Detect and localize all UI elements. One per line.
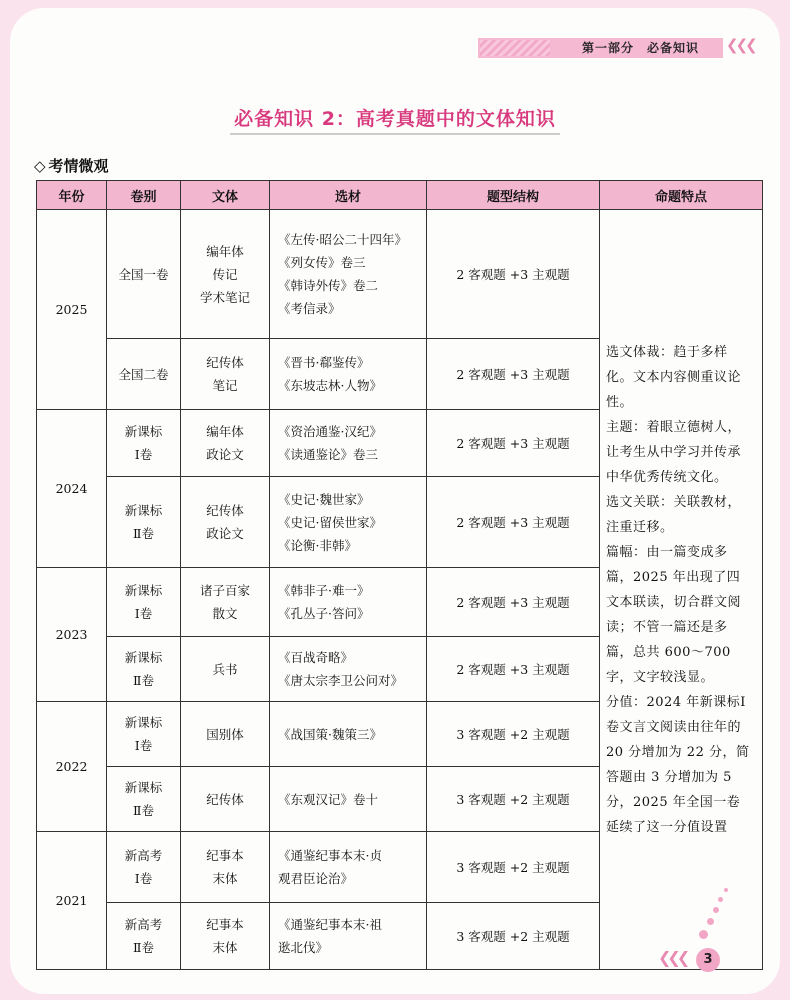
structure-cell: 2 客观题 +3 主观题 xyxy=(427,637,600,702)
style-cell: 诸子百家 散文 xyxy=(181,568,270,637)
paper-cell: 全国一卷 xyxy=(107,210,181,339)
exam-table xyxy=(36,180,763,970)
structure-cell: 2 客观题 +3 主观题 xyxy=(427,339,600,410)
features-cell: 选文体裁：趋于多样化。文本内容侧重议论性。 主题：着眼立德树人，让考生从中学习并传承中华优秀传统文化。 选文关联：关联教材，注重迁移。 篇幅：由一篇变成多篇，2025 年出现了四文本联读，切合群文阅读；不管一篇还是多篇，总共 600～700 字，文字较浅显。 分值：2024 年新课标Ⅰ卷文言文阅读由往年的 20 分增加为 22 分，简答题由 3 分增加为 5 分，2025 年全国一卷延续了这一分值设置 xyxy=(600,210,763,970)
structure-cell: 3 客观题 +2 主观题 xyxy=(427,702,600,767)
paper-cell: 新高考 Ⅰ卷 xyxy=(107,832,181,903)
material-cell: 《韩非子·难一》 《孔丛子·答问》 xyxy=(270,568,427,637)
header-paper: 卷别 xyxy=(107,181,181,210)
material-cell: 《通鉴纪事本末·祖 逖北伐》 xyxy=(270,903,427,970)
running-title: 第一部分 必备知识 xyxy=(582,41,700,55)
paper-cell: 全国二卷 xyxy=(107,339,181,410)
style-cell: 兵书 xyxy=(181,637,270,702)
material-cell: 《通鉴纪事本末·贞 观君臣论治》 xyxy=(270,832,427,903)
style-cell: 国别体 xyxy=(181,702,270,767)
material-cell: 《战国策·魏策三》 xyxy=(270,702,427,767)
header-material: 选材 xyxy=(270,181,427,210)
style-cell: 纪传体 笔记 xyxy=(181,339,270,410)
header-features: 命题特点 xyxy=(600,181,763,210)
header-style: 文体 xyxy=(181,181,270,210)
page xyxy=(10,8,780,994)
structure-cell: 3 客观题 +2 主观题 xyxy=(427,832,600,903)
year-cell: 2023 xyxy=(37,568,107,702)
chevrons-icon: ❮❮❮ xyxy=(726,36,755,54)
material-cell: 《左传·昭公二十四年》 《列女传》卷三 《韩诗外传》卷二 《考信录》 xyxy=(270,210,427,339)
year-cell: 2021 xyxy=(37,832,107,970)
table-row xyxy=(37,210,763,339)
material-cell: 《晋书·郗鉴传》 《东坡志林·人物》 xyxy=(270,339,427,410)
style-cell: 纪事本 末体 xyxy=(181,903,270,970)
material-cell: 《资治通鉴·汉纪》 《读通鉴论》卷三 xyxy=(270,410,427,477)
material-cell: 《史记·魏世家》 《史记·留侯世家》 《论衡·非韩》 xyxy=(270,477,427,568)
style-cell: 编年体 传记 学术笔记 xyxy=(181,210,270,339)
structure-cell: 2 客观题 +3 主观题 xyxy=(427,210,600,339)
year-cell: 2022 xyxy=(37,702,107,832)
paper-cell: 新高考 Ⅱ卷 xyxy=(107,903,181,970)
style-cell: 纪事本 末体 xyxy=(181,832,270,903)
paper-cell: 新课标 Ⅰ卷 xyxy=(107,702,181,767)
header-year: 年份 xyxy=(37,181,107,210)
structure-cell: 2 客观题 +3 主观题 xyxy=(427,410,600,477)
year-cell: 2024 xyxy=(37,410,107,568)
year-cell: 2025 xyxy=(37,210,107,410)
header-structure: 题型结构 xyxy=(427,181,600,210)
structure-cell: 3 客观题 +2 主观题 xyxy=(427,903,600,970)
page-number: 3 xyxy=(696,948,720,972)
paper-cell: 新课标 Ⅰ卷 xyxy=(107,568,181,637)
chevrons-icon: ❮❮❮ xyxy=(658,948,687,967)
table-header-row xyxy=(37,181,763,210)
paper-cell: 新课标 Ⅱ卷 xyxy=(107,637,181,702)
style-cell: 纪传体 政论文 xyxy=(181,477,270,568)
material-cell: 《百战奇略》 《唐太宗李卫公问对》 xyxy=(270,637,427,702)
page-title: 必备知识 2：高考真题中的文体知识 xyxy=(234,108,556,130)
diamond-icon: ◇ xyxy=(34,157,46,175)
paper-cell: 新课标 Ⅰ卷 xyxy=(107,410,181,477)
section-label: 考情微观 xyxy=(48,157,109,175)
header-stripe-decoration xyxy=(480,40,550,56)
paper-cell: 新课标 Ⅱ卷 xyxy=(107,767,181,832)
structure-cell: 3 客观题 +2 主观题 xyxy=(427,767,600,832)
material-cell: 《东观汉记》卷十 xyxy=(270,767,427,832)
style-cell: 纪传体 xyxy=(181,767,270,832)
title-divider xyxy=(230,133,560,135)
style-cell: 编年体 政论文 xyxy=(181,410,270,477)
paper-cell: 新课标 Ⅱ卷 xyxy=(107,477,181,568)
structure-cell: 2 客观题 +3 主观题 xyxy=(427,568,600,637)
structure-cell: 2 客观题 +3 主观题 xyxy=(427,477,600,568)
section-heading xyxy=(34,155,109,176)
